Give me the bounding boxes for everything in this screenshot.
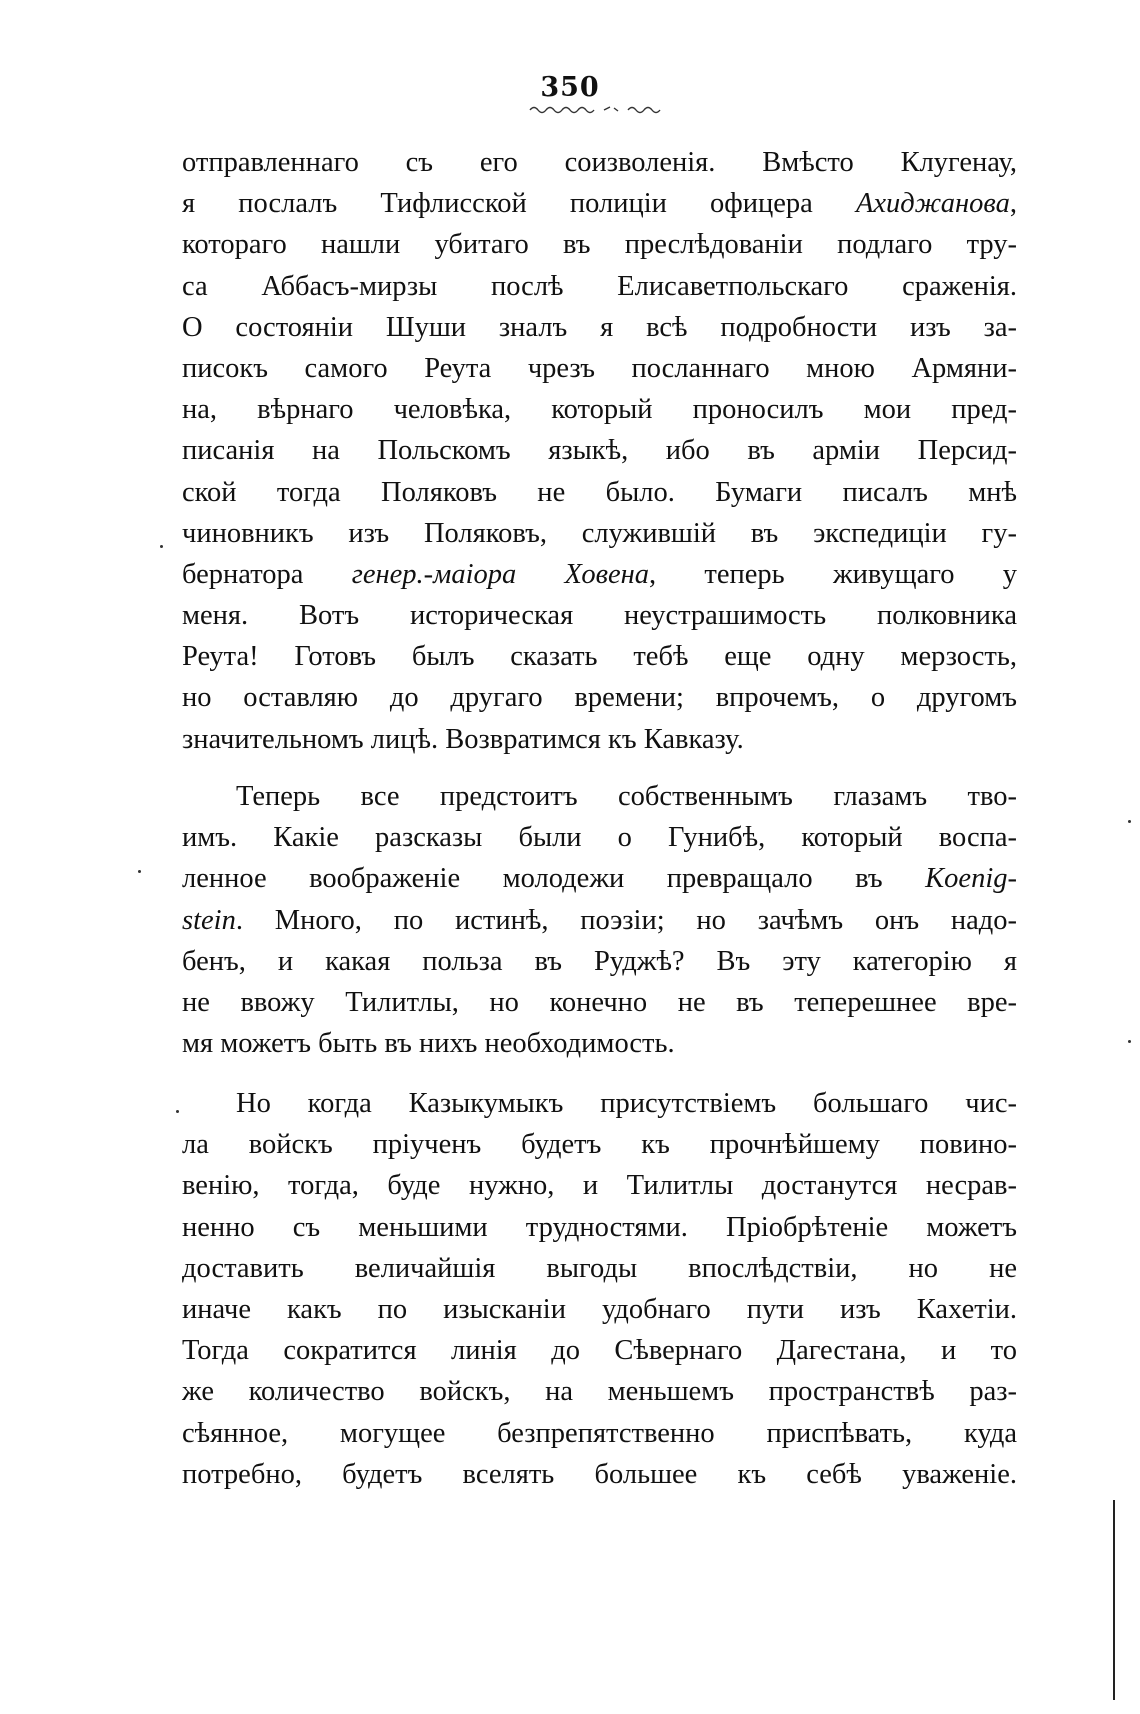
text-line: ленное воображеніе молодежи превращало въ Koenig- bbox=[182, 863, 1017, 895]
speck bbox=[1128, 820, 1131, 823]
text-line: доставить величайшія выгоды впослѣдствіи, но не bbox=[182, 1252, 1017, 1284]
page-number: 350 bbox=[540, 72, 600, 103]
text-line: меня. Вотъ историческая неустрашимость полковника bbox=[182, 600, 1017, 632]
speck bbox=[160, 545, 163, 548]
text-line: сѣянное, могущее безпрепятственно приспѣвать, куда bbox=[182, 1417, 1017, 1449]
text-line: Тогда сократится линія до Сѣвернаго Дагестана, и то bbox=[182, 1335, 1017, 1367]
speck bbox=[1128, 1040, 1131, 1043]
text-line: Но когда Казыкумыкъ присутствіемъ большаго чис- bbox=[236, 1088, 1017, 1119]
text-line: имъ. Какіе разсказы были о Гунибѣ, который воспа- bbox=[182, 822, 1017, 854]
page-number-ornament bbox=[528, 104, 664, 116]
text-line: на, вѣрнаго человѣка, который проносилъ мои пред- bbox=[182, 394, 1017, 426]
text-line: са Аббасъ-мирзы послѣ Елисаветпольскаго сраженія. bbox=[182, 270, 1017, 302]
paragraph-1 bbox=[182, 142, 1017, 760]
text-line: ненно съ меньшими трудностями. Пріобрѣтеніе можетъ bbox=[182, 1211, 1017, 1243]
speck bbox=[176, 1110, 179, 1113]
text-line: не ввожу Тилитлы, но конечно не въ теперешнее вре- bbox=[182, 986, 1017, 1018]
text-line: ла войскъ пріученъ будетъ къ прочнѣйшему повино- bbox=[182, 1129, 1017, 1161]
text-line: stein. Много, по истинѣ, поэзіи; но зачѣмъ онъ надо- bbox=[182, 904, 1017, 936]
text-line: венію, тогда, буде нужно, и Тилитлы достанутся несрав- bbox=[182, 1170, 1017, 1202]
text-line: я послалъ Тифлисской полиціи офицера Ахиджанова, bbox=[182, 188, 1017, 220]
paragraph-2 bbox=[182, 776, 1017, 1064]
text-line: бенъ, и какая польза въ Руджѣ? Въ эту категорію я bbox=[182, 945, 1017, 977]
text-line: отправленнаго съ его соизволенія. Вмѣсто Клугенау, bbox=[182, 147, 1017, 178]
text-line: значительномъ лицѣ. Возвратимся къ Кавказу. bbox=[182, 723, 744, 755]
text-line: иначе какъ по изысканіи удобнаго пути изъ Кахетіи. bbox=[182, 1293, 1017, 1325]
text-line: писанія на Польскомъ языкѣ, ибо въ арміи Персид- bbox=[182, 435, 1017, 467]
text-line: же количество войскъ, на меньшемъ пространствѣ раз- bbox=[182, 1376, 1017, 1408]
speck bbox=[138, 870, 141, 873]
text-line: бернатора генер.-маіора Ховена, теперь живущаго у bbox=[182, 558, 1017, 590]
text-line: потребно, будетъ вселять большее къ себѣ уваженіе. bbox=[182, 1458, 1017, 1490]
text-line: чиновникъ изъ Поляковъ, служившій въ экспедиціи гу- bbox=[182, 517, 1017, 549]
paragraph-3 bbox=[182, 1083, 1017, 1495]
text-line: Теперь все предстоитъ собственнымъ глазамъ тво- bbox=[236, 781, 1017, 812]
text-line: котораго нашли убитаго въ преслѣдованіи подлаго тру- bbox=[182, 229, 1017, 261]
text-line: Реута! Готовъ былъ сказать тебѣ еще одну мерзость, bbox=[182, 641, 1017, 673]
text-line: О состояніи Шуши зналъ я всѣ подробности изъ за- bbox=[182, 311, 1017, 343]
text-line: мя можетъ быть въ нихъ необходимость. bbox=[182, 1028, 675, 1060]
text-line: ской тогда Поляковъ не было. Бумаги писалъ мнѣ bbox=[182, 476, 1017, 508]
text-line: писокъ самого Реута чрезъ посланнаго мною Армяни- bbox=[182, 352, 1017, 384]
text-line: но оставляю до другаго времени; впрочемъ, о другомъ bbox=[182, 682, 1017, 714]
scan-edge-rule bbox=[1113, 1500, 1115, 1700]
